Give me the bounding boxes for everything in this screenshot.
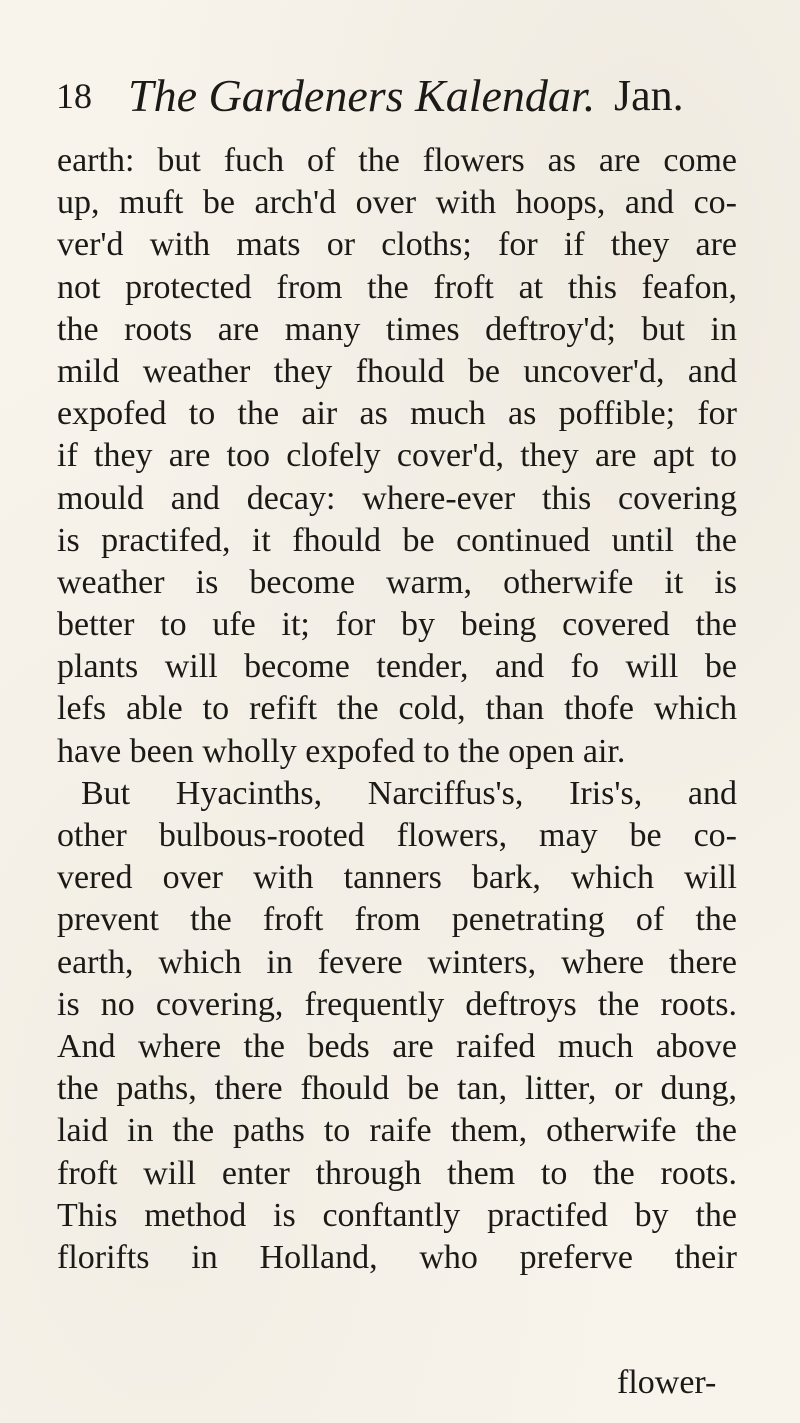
catchword: flower- — [617, 1364, 717, 1401]
page-number: 18 — [56, 76, 92, 116]
text-line: expofed to the air as much as poffible; for — [57, 395, 737, 433]
text-line: is no covering, frequently deftroys the roots. — [57, 985, 737, 1023]
text-line: And where the beds are raifed much above — [57, 1027, 737, 1065]
month-label: Jan. — [614, 71, 684, 120]
body-text — [57, 140, 737, 1279]
text-line: plants will become tender, and fo will be — [57, 648, 737, 686]
text-line: mould and decay: where-ever this covering — [57, 479, 737, 517]
text-line: vered over with tanners bark, which will — [57, 859, 737, 897]
running-head — [56, 66, 696, 126]
text-line: earth, which in fevere winters, where there — [57, 943, 737, 981]
text-line: florifts in Holland, who preferve their — [57, 1238, 737, 1276]
text-line: better to ufe it; for by being covered the — [57, 606, 737, 644]
text-line: ver'd with mats or cloths; for if they are — [57, 226, 737, 264]
text-line: earth: but fuch of the flowers as are come — [57, 142, 737, 179]
text-line: have been wholly expofed to the open air. — [57, 732, 626, 770]
text-line: mild weather they fhould be uncover'd, and — [57, 352, 737, 390]
text-line: lefs able to refift the cold, than thofe which — [57, 690, 737, 728]
text-line: not protected from the froft at this feafon, — [57, 268, 737, 306]
running-title: The Gardeners Kalendar. — [128, 70, 596, 121]
text-line: the roots are many times deftroy'd; but in — [57, 310, 737, 348]
text-line: froft will enter through them to the roots. — [57, 1154, 737, 1192]
text-line: But Hyacinths, Narciffus's, Iris's, and — [81, 774, 737, 812]
text-line: This method is conftantly practifed by the — [57, 1196, 737, 1234]
text-line: other bulbous-rooted flowers, may be co- — [57, 817, 737, 854]
text-line: is practifed, it fhould be continued until the — [57, 521, 737, 559]
text-line: up, muft be arch'd over with hoops, and co- — [57, 184, 737, 222]
text-line: if they are too clofely cover'd, they are apt to — [57, 437, 737, 475]
text-line: laid in the paths to raife them, otherwife the — [57, 1112, 737, 1150]
text-line: weather is become warm, otherwife it is — [57, 563, 737, 601]
text-line: the paths, there fhould be tan, litter, or dung, — [57, 1070, 737, 1108]
text-line: prevent the froft from penetrating of the — [57, 901, 737, 939]
